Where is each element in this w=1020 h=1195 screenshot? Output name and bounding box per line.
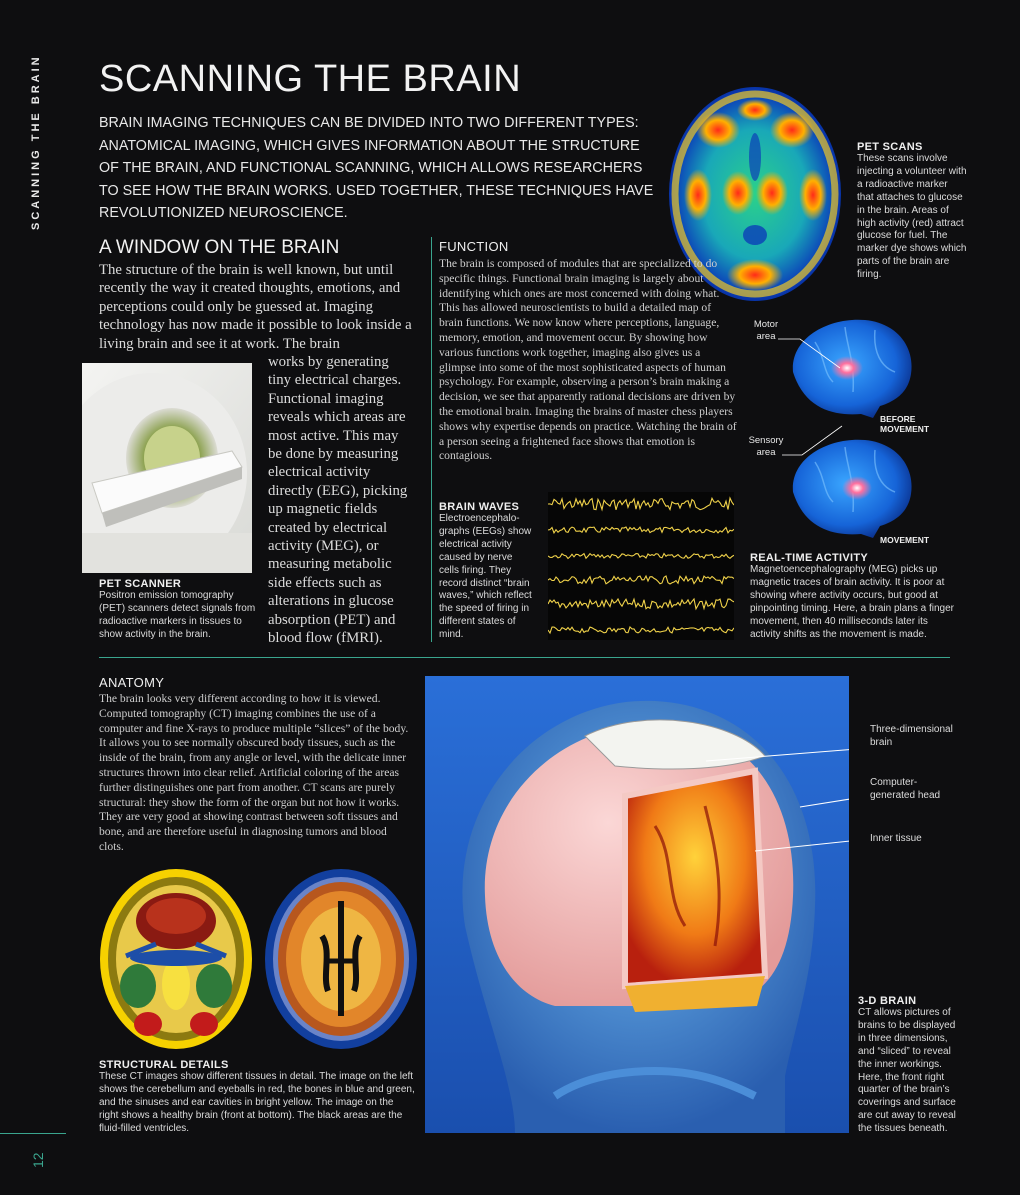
pet-scanner-photo [82,363,252,573]
inner-tissue-label: Inner tissue [870,833,922,844]
three-d-brain-label: Three-dimensional brain [870,724,953,748]
eeg-traces-image [548,492,734,640]
computer-head-label: Computer-generated head [870,777,941,801]
column-divider [431,237,432,642]
pet-scans-heading: PET SCANS [857,141,923,153]
section-divider [99,657,950,658]
motor-area-label: Motor area [753,319,779,342]
sensory-area-label: Sensory area [748,435,784,458]
anatomy-text: The brain looks very different according to how it is viewed. Computed tomography (CT) imaging combines the use of a computer and fine X-rays to produce multiple “slices” of the body. It allows you to see normally obscured body tissues, such as the inside of the brain, from any angle or level, with the delicate inner structures thrown into clear relief. Artificial coloring of the areas further distinguishes one part from another. CT scans are purely structural: they show the form of the organ but not how it works. They are very good at showing contrast between soft tissues and bone, and are therefore useful in diagnosing tumors and blood clots. [99,692,409,853]
structural-heading: STRUCTURAL DETAILS [99,1059,229,1071]
realtime-heading: REAL-TIME ACTIVITY [750,552,869,564]
realtime-text: Magnetoencephalography (MEG) picks up magnetic traces of brain activity. It is poor at showing where activity occurs, but good at pinpointing timing. Here, a brain plans a finger movement, then 40 milliseconds later its activity shifts as the movement is made. [750,564,955,640]
structural-text: These CT images show different tissues in detail. The image on the left shows the cerebellum and eyeballs in red, the bones in blue and green, and the sinuses and ear cavities in bright yellow. The image on the right shows a healthy brain (front at bottom). The black areas are the fluid-filled ventricles. [99,1071,415,1134]
running-title: SCANNING THE BRAIN [30,54,42,230]
intro-text: BRAIN IMAGING TECHNIQUES CAN BE DIVIDED INTO TWO DIFFERENT TYPES: ANATOMICAL IMAGING, WHICH GIVES INFORMATION ABOUT THE STRUCTURE OF THE BRAIN, AND FUNCTIONAL SCANNING, WHICH ALLOWS RESEARCHERS TO SEE HOW THE BRAIN WORKS. USED TOGETHER, THESE TECHNIQUES HAVE REVOLUTIONIZED NEUROSCIENCE. [99,115,654,221]
pet-scanner-text: Positron emission tomography (PET) scanners detect signals from radioactive markers in tissues to show activity in the brain. [99,590,256,640]
pet-scanner-heading: PET SCANNER [99,578,182,590]
margin-rule [0,1133,66,1134]
three-d-brain-heading: 3-D BRAIN [858,995,917,1007]
function-heading: FUNCTION [439,239,509,254]
page-title: SCANNING THE BRAIN [99,58,522,100]
brain-waves-text: Electroencephalo-graphs (EEGs) show electrical activity caused by nerve cells firing. They record distinct “brain waves,” which reflect the speed of firing in different states of mind. [439,513,532,641]
before-movement-label: BEFORE MOVEMENT [880,414,930,434]
ct-head-colored-image [96,866,256,1052]
anatomy-heading: ANATOMY [99,675,165,690]
ct-3d-head-image [425,676,849,1133]
window-text-top: The structure of the brain is well known, but until recently the way it created thoughts, emotions, and perceptions could only be guessed at. Imaging technology has now made it possible to look inside a living brain and see it at work. The brain [99,262,412,352]
page-number: 12 [30,1152,46,1168]
pet-scans-text: These scans involve injecting a volunteer with a radioactive marker that attaches to glucose in the brain. Areas of high activity (red) attract glucose for fuel. The marker dye shows which parts of the brain are firing. [857,153,967,281]
three-d-brain-text: CT allows pictures of brains to be displayed in three dimensions, and “sliced” to reveal the inner workings. Here, the front right quarter of the brain’s coverings and surface are cut away to reveal the tissues beneath. [858,1007,956,1135]
function-text: The brain is composed of modules that are specialized to do specific things. Functional brain imaging is largely about identifying which ones are most concerned with doing what. This has allowed neuroscientists to build a detailed map of brain functions. We now know where perceptions, language, memory, emotion, and movement occur. By showing how various functions work together, imaging also gives us a glimpse into some of the most sophisticated aspects of human psychology. For example, observing a person’s brain making a decision, we see that apparently rational decisions are driven by the emotional brain. Imaging the brains of master chess players shows why expertise depends on practice. Watching the brain of a person seeing a frightened face shows that emotion is contagious. [439,257,737,463]
window-text-column: works by generating tiny electrical charges. Functional imaging reveals which areas are most active. This may be done by measuring electrical activity directly (EEG), picking up magnetic fields created by electrical activity (MEG), or measuring metabolic side effects such as alterations in glucose absorption (PET) and blood flow (fMRI). [268,354,408,647]
ct-brain-slice-image [262,866,420,1052]
movement-label: MOVEMENT [880,535,930,545]
window-heading: A WINDOW ON THE BRAIN [99,237,340,258]
brain-waves-heading: BRAIN WAVES [439,501,520,513]
